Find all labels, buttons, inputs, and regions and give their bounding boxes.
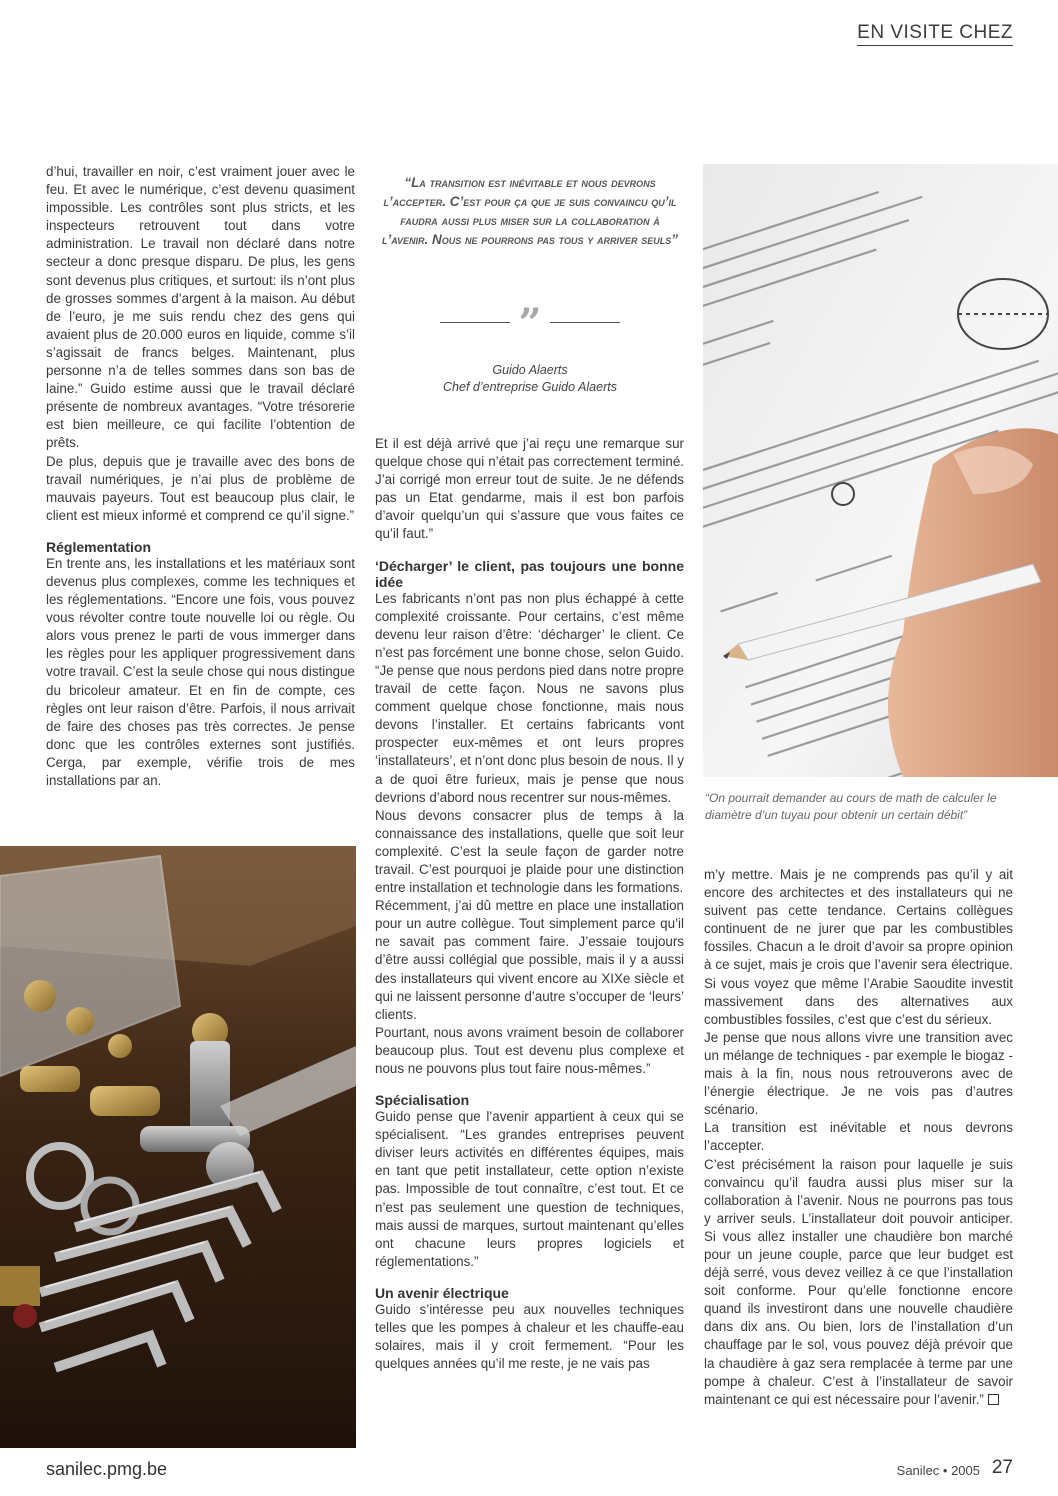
paragraph: Nous devons consacrer plus de temps à la connaissance des installations, quelle que soit leur complexité. C’est la seule façon de garder notre travail. C’est pourquoi je plaide pour une distinction entre installation et technologie dans les formations. — [375, 807, 684, 896]
article-column-1 — [46, 163, 355, 790]
paragraph: Récemment, j’ai dû mettre en place une installation pour un autre collègue. Tout simplement parce qu’il ne savait pas comment faire. J’essaie toujours d’être aussi collégial que possible, mais il y a aussi des installateurs qui vivent encore au XIXe siècle et qui ne laissent personne d’autre s’occuper de ‘leurs’ clients. — [375, 898, 684, 1022]
quote-mark-icon: ” — [518, 300, 542, 347]
paragraph: Les fabricants n’ont pas non plus échappé à cette complexité croissante. Pour certains, c’est même devenu leur raison d’être: ‘décharger’ le client. Ce n’est pas forcément une bonne chose, selon Guido. “Je pense que nous perdons pied dans notre propre travail de cette façon. Nous ne savons plus comment quelque chose fonctionne, mais nous devons l’installer. Et certains fabricants vont prospecter eux-mêmes et ont leurs propres ‘installateurs’, et n’ont donc plus besoin de nous. Il y a de quoi être furieux, mais je pense que nous devrions d’abord nous recentrer sur nous-mêmes. — [375, 590, 684, 805]
photo-caption: “On pourrait demander au cours de math de calculer le diamètre d’un tuyau pour obtenir un certain débit” — [705, 791, 997, 822]
exam-paper-illustration — [703, 164, 1058, 777]
quote-author-role: Chef d’entreprise Guido Alaerts — [443, 380, 617, 394]
paragraph: Guido pense que l’avenir appartient à ceux qui se spécialisent. “Les grandes entreprises peuvent diviser leurs activités en différentes équipes, mais en tant que petit installateur, cette option n’existe pas. Impossible de tout connaître, c’est tout. Et ce n’est pas seulement une question de techniques, mais aussi de marques, surtout maintenant qu’elles ont chacune leurs propres logiciels et réglementations.” — [375, 1109, 684, 1269]
quote-divider — [440, 300, 620, 347]
pull-quote: “La transition est inévitable et nous devrons l’accepter. C’est pour ça que je suis convaincu qu’il faudra aussi plus miser sur la collaboration à l’avenir. Nous ne pourrons pas tous y arriver seuls” — [381, 175, 679, 247]
paragraph: Pourtant, nous avons vraiment besoin de collaborer beaucoup plus. Tout est devenu plus complexe et nous ne pouvons plus tout faire nous-mêmes.” — [375, 1024, 684, 1076]
quote-author: Guido Alaerts — [492, 363, 568, 377]
paragraph: Et il est déjà arrivé que j’ai reçu une remarque sur quelque chose qui n’était pas correctement terminé. J’ai corrigé mon erreur tout de suite. Je ne défends pas un Etat gendarme, mais il est bon parfois d’avoir quelqu’un qui s’assure que vous faites ce qu’il faut.” — [375, 436, 684, 542]
end-mark-icon — [988, 1394, 999, 1405]
divider-line — [440, 322, 510, 323]
section-header: EN VISITE CHEZ — [857, 22, 1013, 46]
paragraph-text: C’est précisément la raison pour laquelle je suis convaincu qu’il faudra aussi plus miser sur la collaboration à l’avenir. Nous ne pourrons pas tous y arriver seuls. L’installateur doit pouvoir anticiper. Si vous allez installer une chaudière bon marché pour un jeune couple, parce que leur budget est déjà serré, vous devez veillez à ce que l’installation soit conforme. Pour qu’elle fonctionne encore quand ils investiront dans une nouvelle chaudière dans dix ans. Ou bien, lors de l’installation d’un chauffage par le sol, vous pouvez déjà prévoir que la chaudière à gaz sera remplacée à terme par une pompe à chaleur. C’est à l’installateur de savoir maintenant ce qui est nécessaire pour l’avenir.” — [704, 1156, 1013, 1407]
paragraph: En trente ans, les installations et les matériaux sont devenus plus complexes, comme les techniques et les réglementations. “Encore une fois, vous pouvez vous révolter contre toute nouvelle loi ou règle. Ou alors vous prenez le parti de vous immerger dans les règles pour les appliquer progressivement dans votre travail. C’est la seule chose qui nous distingue du bricoleur amateur. Et en fin de compte, ces règles ont leur raison d’être. Parfois, il nous arrivait de faire des choses pas très correctes. Je pense donc que les contrôles externes sont justifiés. Cerga, par exemple, vérifie trois de mes installations par an. — [46, 555, 355, 788]
paragraph: Guido s’intéresse peu aux nouvelles techniques telles que les pompes à chaleur et les chauffe-eau solaires, mais il y croit fermement. “Pour les quelques années qu’il me reste, je ne vais pas — [375, 1301, 684, 1372]
tools-photo — [0, 846, 356, 1448]
paragraph — [704, 1156, 1013, 1409]
tools-illustration — [0, 846, 356, 1448]
paragraph: m’y mettre. Mais je ne comprends pas qu’il y ait encore des architectes et des installateurs qui ne suivent pas cette tendance. Certains collègues continuent de ne jurer que par les combustibles fossiles. Chacun a le droit d’avoir sa propre opinion à ce sujet, mais je crois que l’avenir sera électrique. Si vous voyez que même l’Arabie Saoudite investit massivement dans des alternatives aux combustibles fossiles, c’est que c’est du sérieux. — [704, 867, 1013, 1027]
paragraph: Je pense que nous allons vivre une transition avec un mélange de techniques - par exemple le biogaz - mais à la fin, nous nous retrouverons avec de l’énergie électrique. Je ne vois pas d’autres scénario. — [704, 1029, 1013, 1118]
paragraph: De plus, depuis que je travaille avec des bons de travail numériques, je n’ai plus de problème de mauvais payeurs. Tout est beaucoup plus clair, le client est mieux informé et comprend ce qu’il signe.” — [46, 453, 355, 523]
subheading-reglementation: Réglementation — [46, 538, 152, 555]
article-column-3 — [704, 866, 1013, 1409]
article-column-2 — [375, 435, 684, 1373]
footer-website-url: sanilec.pmg.be — [46, 1459, 168, 1479]
exam-paper-photo — [703, 164, 1058, 777]
footer-magazine-name: Sanilec • 2005 — [896, 1463, 980, 1478]
paragraph: La transition est inévitable et nous devrons l’accepter. — [704, 1120, 1013, 1154]
paragraph: d’hui, travailler en noir, c’est vraiment jouer avec le feu. Et avec le numérique, c’est devenu quasiment impossible. Les contrôles sont plus stricts, et les inspecteurs retrouvent tout dans votre administration. Le travail non déclaré dans notre secteur a donc presque disparu. De plus, les gens sont devenus plus critiques, et surtout: ils n’ont plus de grosses sommes d’argent à la maison. Au début de l’euro, je me suis rendu chez des gens qui avaient plus de 20.000 euros en liquide, comme s’il s’agissait de francs belges. Maintenant, plus personne n’a de telles sommes dans son bas de laine.” Guido estime aussi que le travail déclaré présente de nombreux avantages. “Votre trésorerie est bien meilleure, ce qui facilite l’obtention de prêts. — [46, 164, 355, 451]
subheading-specialisation: Spécialisation — [375, 1092, 470, 1109]
subheading-decharger: ‘Décharger’ le client, pas toujours une bonne idée — [375, 557, 684, 590]
divider-line — [550, 322, 620, 323]
subheading-avenir-electrique: Un avenir électrique — [375, 1284, 509, 1301]
page-number: 27 — [991, 1457, 1013, 1478]
